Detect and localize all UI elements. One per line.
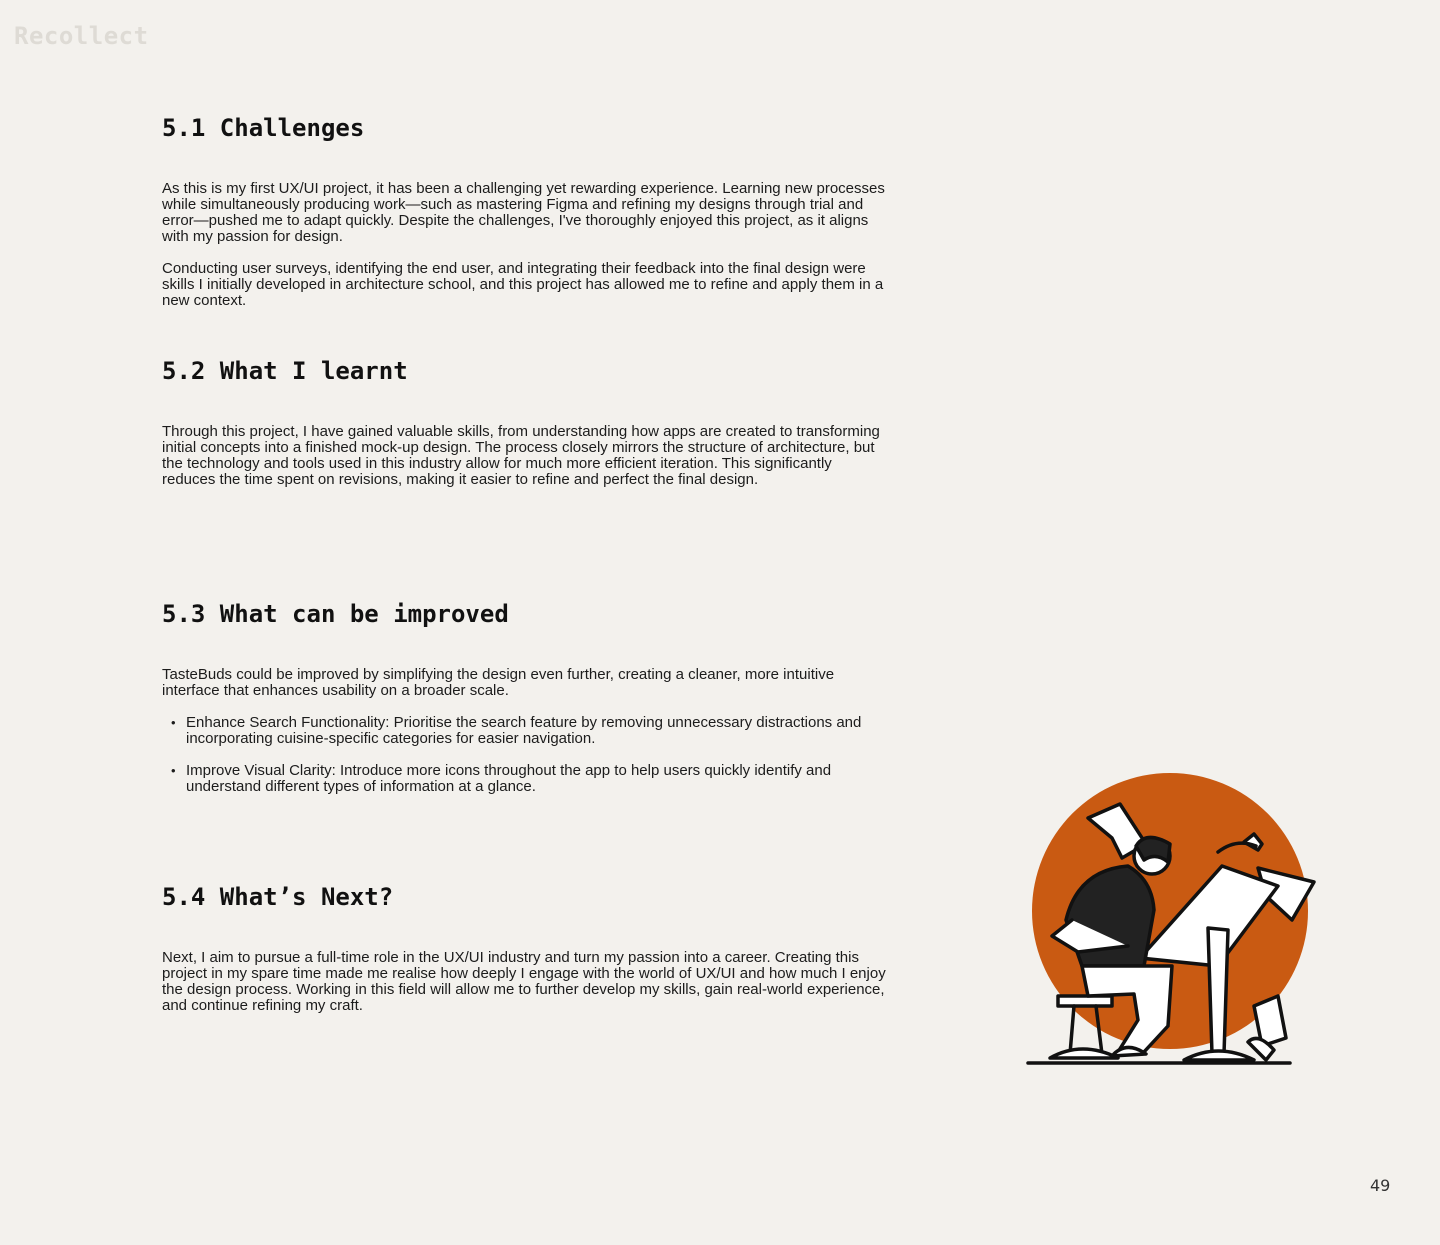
- bullet-dot: •: [171, 715, 176, 730]
- section-title-challenges: 5.1 Challenges: [162, 114, 365, 142]
- section-title-what-i-learnt: 5.2 What I learnt: [162, 357, 408, 385]
- table-stand: [1208, 928, 1228, 1054]
- improvements-list: [171, 714, 886, 811]
- person-hair: [1136, 837, 1170, 862]
- learnt-paragraph: Through this project, I have gained valuable skills, from understanding how apps are created to transforming initial concepts into a finished mock-up design. The process closely mirrors the structure of architecture, but the technology and tools used in this industry allow for much more efficient iteration. This significantly reduces the time spent on revisions, making it easier to refine and perfect the final design.: [162, 423, 880, 488]
- bullet-dot: •: [171, 763, 176, 778]
- stool-seat: [1058, 996, 1112, 1006]
- stool-base: [1050, 1049, 1118, 1058]
- list-item-text: Improve Visual Clarity: Introduce more icons throughout the app to help users quickly identify and understand different types of information at a glance.: [186, 762, 832, 795]
- table-base: [1184, 1051, 1254, 1060]
- list-item: [171, 762, 886, 795]
- designer-at-drafting-table-icon: [1022, 770, 1322, 1070]
- challenges-paragraph-1: As this is my first UX/UI project, it has been a challenging yet rewarding experience. Learning new processes while simultaneously producing work—such as mastering Figma and refining my designs through trial and error—pushed me to adapt quickly. Despite the challenges, I've thoroughly enjoyed this project, as it aligns with my passion for design.: [162, 180, 885, 245]
- section-title-whats-next: 5.4 What’s Next?: [162, 883, 394, 911]
- section-title-improvements: 5.3 What can be improved: [162, 600, 509, 628]
- list-item: [171, 714, 886, 747]
- improvements-paragraph: TasteBuds could be improved by simplifying the design even further, creating a cleaner, more intuitive interface that enhances usability on a broader scale.: [162, 666, 835, 699]
- list-item-text: Enhance Search Functionality: Prioritise the search feature by removing unnecessary distractions and incorporating cuisine-specific categories for easier navigation.: [186, 714, 862, 747]
- whats-next-paragraph: Next, I aim to pursue a full-time role in the UX/UI industry and turn my passion into a career. Creating this project in my spare time made me realise how deeply I engage with the world of UX/UI and how much I enjoy the design process. Working in this field will allow me to further develop my skills, gain real-world experience, and continue refining my craft.: [162, 949, 886, 1014]
- brand-logo: Recollect: [14, 22, 149, 50]
- page-number: 49: [1370, 1176, 1391, 1195]
- challenges-paragraph-2: Conducting user surveys, identifying the end user, and integrating their feedback into the final design were skills I initially developed in architecture school, and this project has allowed me to refine and apply them in a new context.: [162, 260, 884, 309]
